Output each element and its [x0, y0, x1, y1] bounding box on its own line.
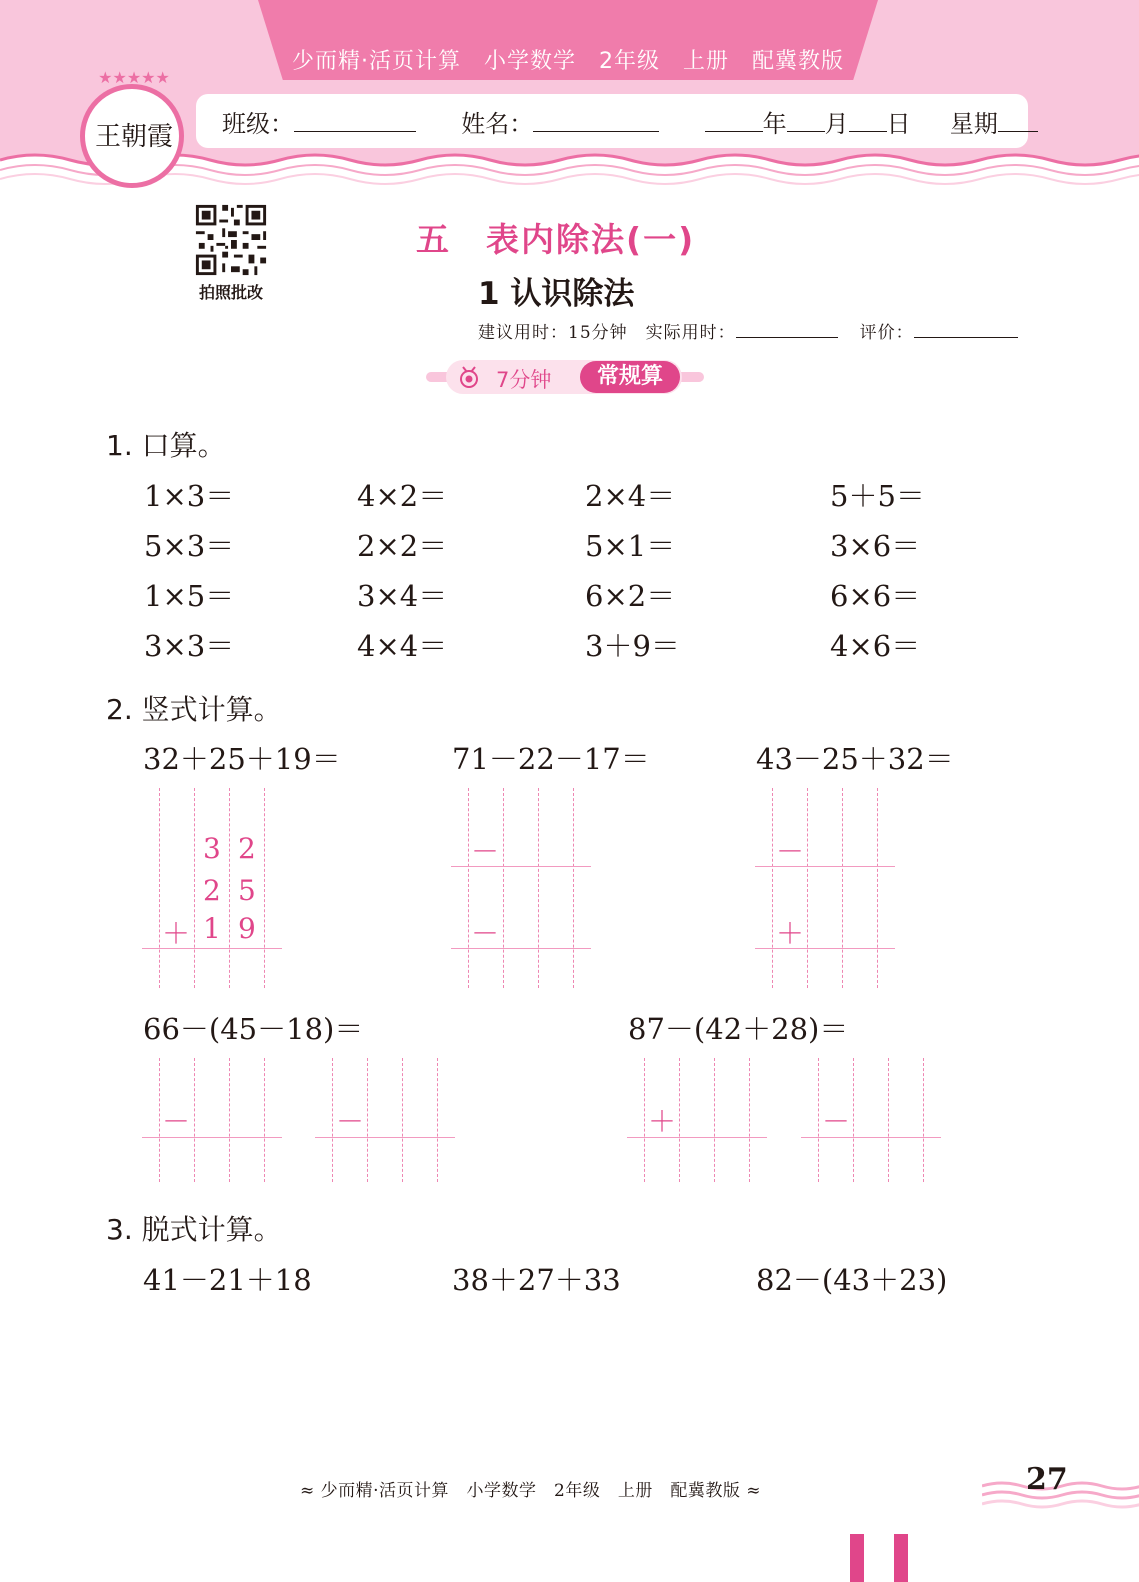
grid-operator: －	[162, 1105, 191, 1138]
oral-item: 6×6＝	[830, 579, 921, 613]
actual-time-label: 实际用时：	[645, 323, 736, 343]
oral-item: 1×3＝	[144, 479, 235, 513]
oral-item: 4×6＝	[830, 629, 921, 663]
example-digit: 9	[238, 912, 256, 945]
oral-item: 3×6＝	[830, 529, 921, 563]
oral-item: 3＋9＝	[585, 629, 680, 663]
qr-label: 拍照批改	[198, 283, 263, 302]
stepwise-problem: 82－(43＋23)	[756, 1263, 948, 1297]
example-digit: 2	[238, 832, 256, 865]
badge-tag: 常规算	[580, 361, 680, 393]
weekday-blank[interactable]	[998, 107, 1038, 132]
name-label: 姓名：	[461, 110, 534, 138]
vertical-problem: 32＋25＋19＝	[143, 742, 341, 776]
stepwise-problem: 41－21＋18	[143, 1263, 312, 1297]
year-blank[interactable]	[705, 107, 763, 132]
logo-text: 王朝霞	[94, 122, 173, 152]
section1-heading: 1. 口算。	[106, 429, 226, 462]
stepwise-problem: 38＋27＋33	[452, 1263, 621, 1297]
page-number: 27	[1026, 1462, 1068, 1497]
grid-operator: －	[336, 1105, 365, 1138]
lesson-title: 1 认识除法	[478, 276, 635, 312]
example-operator: ＋	[162, 917, 191, 950]
oral-item: 2×2＝	[357, 529, 448, 563]
year-label: 年	[762, 110, 787, 138]
vertical-problem: 87－(42＋28)＝	[628, 1012, 849, 1046]
logo-stars-icon: ★★★★★	[98, 68, 170, 87]
oral-item: 2×4＝	[585, 479, 676, 513]
vertical-problem: 71－22－17＝	[452, 742, 650, 776]
timing-line	[478, 318, 1018, 343]
series-title: 少而精·活页计算 小学数学 2年级 上册 配冀教版	[292, 49, 844, 74]
oral-item: 3×3＝	[144, 629, 235, 663]
oral-item: 3×4＝	[357, 579, 448, 613]
badge-time: 7分钟	[496, 368, 552, 392]
oral-item: 5×3＝	[144, 529, 235, 563]
day-label: 日	[886, 110, 911, 138]
oral-item: 4×2＝	[357, 479, 448, 513]
chapter-title: 五 表内除法(一)	[416, 220, 696, 259]
qr-code-icon[interactable]	[192, 202, 270, 278]
grid-operator: －	[776, 835, 805, 868]
actual-time-blank[interactable]	[736, 319, 838, 338]
grid-operator: －	[471, 917, 500, 950]
weekday-label: 星期	[949, 110, 998, 138]
month-blank[interactable]	[787, 107, 825, 132]
grid-operator: ＋	[648, 1105, 677, 1138]
example-digit: 1	[203, 912, 221, 945]
oral-item: 5×1＝	[585, 529, 676, 563]
suggested-time: 建议用时：15分钟	[478, 323, 628, 343]
class-blank[interactable]	[294, 107, 416, 132]
vertical-problem: 66－(45－18)＝	[143, 1012, 364, 1046]
example-digit: 2	[203, 874, 221, 907]
footer-text: ≈ 少而精·活页计算 小学数学 2年级 上册 配冀教版 ≈	[300, 1481, 762, 1501]
name-blank[interactable]	[533, 107, 659, 132]
page-tab-bar	[894, 1534, 908, 1582]
page-tab-bar	[850, 1534, 864, 1582]
grid-operator: ＋	[776, 917, 805, 950]
oral-item: 4×4＝	[357, 629, 448, 663]
example-digit: 5	[238, 874, 256, 907]
grid-operator: －	[822, 1105, 851, 1138]
vertical-problem: 43－25＋32＝	[756, 742, 954, 776]
day-blank[interactable]	[849, 107, 887, 132]
class-label: 班级：	[222, 110, 294, 138]
example-digit: 3	[203, 832, 221, 865]
oral-item: 1×5＝	[144, 579, 235, 613]
month-label: 月	[824, 110, 849, 138]
grid-operator: －	[471, 835, 500, 868]
rating-label: 评价：	[859, 323, 914, 343]
rating-blank[interactable]	[914, 319, 1018, 338]
oral-item: 5＋5＝	[830, 479, 925, 513]
medal-icon	[458, 366, 480, 388]
section2-heading: 2. 竖式计算。	[106, 693, 282, 726]
info-fields	[222, 104, 1038, 139]
section3-heading: 3. 脱式计算。	[106, 1213, 282, 1246]
oral-item: 6×2＝	[585, 579, 676, 613]
